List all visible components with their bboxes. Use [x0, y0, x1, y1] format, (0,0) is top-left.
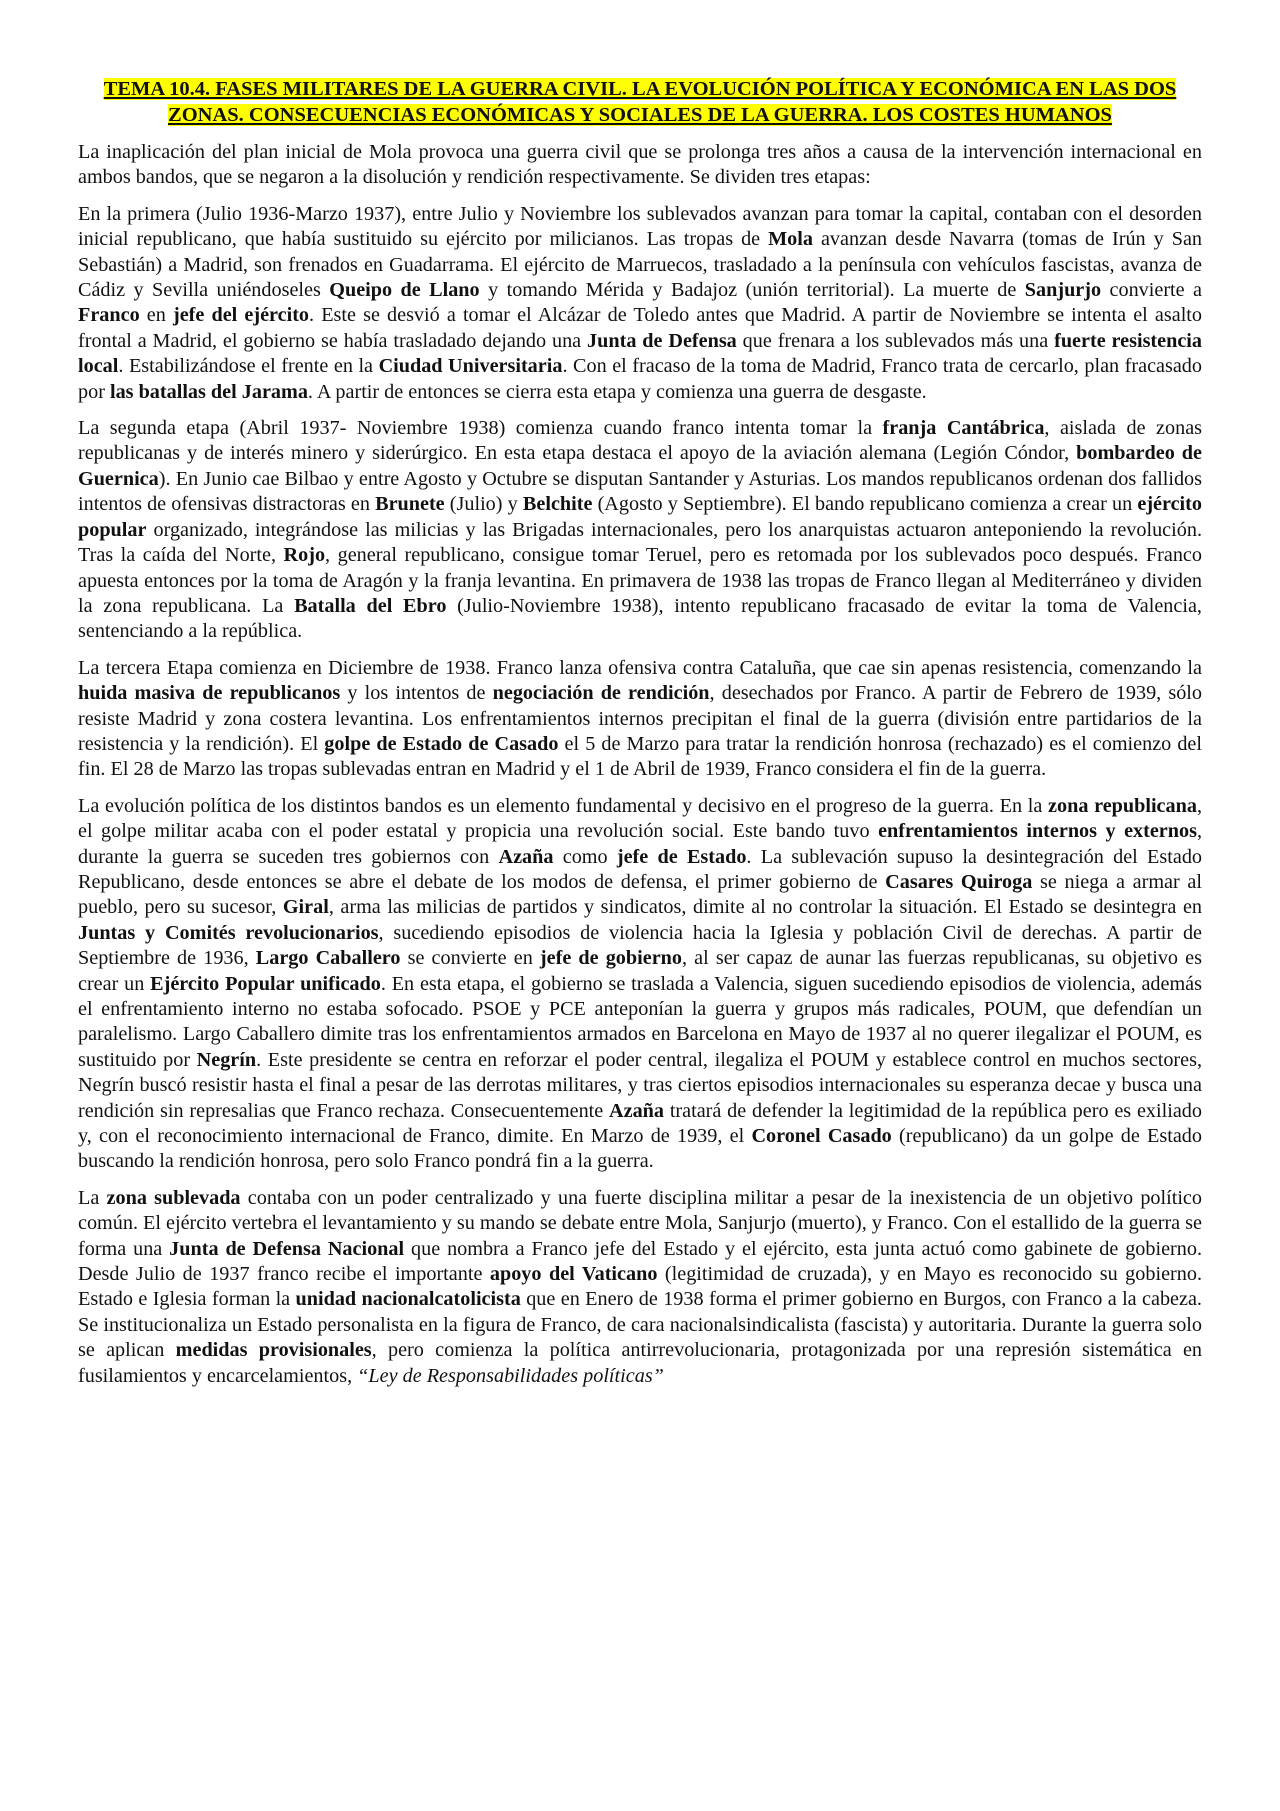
paragraph	[78, 140, 1202, 191]
text-run: como	[553, 845, 617, 868]
text-run: en	[139, 304, 173, 327]
text-run: La	[78, 1186, 107, 1209]
text-run: convierte a	[1101, 279, 1203, 302]
document-title-text: TEMA 10.4. FASES MILITARES DE LA GUERRA CIVIL. LA EVOLUCIÓN POLÍTICA Y ECONÓMICA EN LAS DOS ZONAS. CONSECUENCIAS ECONÓMICAS Y SOCIALES DE LA GUERRA. LOS COSTES HUMANOS	[103, 78, 1177, 126]
text-run: , el golpe militar acaba con el poder estatal y propicia una revolución social. Este bando tuvo	[78, 794, 1202, 843]
text-run: . Este presidente se centra en reforzar el poder central, ilegaliza el POUM y establece control en muchos sectores, Negrín buscó resistir hasta el final a pesar de las derrotas militares, y tras ciertos episodios internacionales su esperanza decae y busca una rendición sin represalias que Franco rechaza. Consecuentemente	[78, 1048, 1202, 1122]
text-run: . Este se desvió a tomar el Alcázar de Toledo antes que Madrid. A partir de Noviembre se intenta el asalto frontal a Madrid, el gobierno se había trasladado dejando una	[78, 304, 1203, 352]
bold-term: huida masiva de republicanos	[78, 682, 341, 705]
bold-term: Largo Caballero	[255, 947, 401, 970]
text-run: , pero comienza la política antirrevolucionaria, protagonizada por una represión sistemática en fusilamientos y encarcelamientos,	[78, 1339, 1203, 1387]
text-run: se niega a armar al pueblo, pero su sucesor,	[78, 870, 1202, 919]
bold-term: Mola	[768, 228, 813, 251]
paragraph	[78, 1186, 1202, 1389]
text-run: tratará de defender la legitimidad de la república pero es exiliado y, con el reconocimiento internacional de Franco, dimite. En Marzo de 1939, el	[78, 1099, 1202, 1148]
text-run: , al ser capaz de aunar las fuerzas republicanas, su objetivo es crear un	[78, 947, 1202, 995]
paragraph	[78, 202, 1202, 405]
bold-term: Negrín	[196, 1048, 257, 1071]
document-title	[78, 76, 1202, 128]
text-run: ). En Junio cae Bilbao y entre Agosto y Octubre se disputan Santander y Asturias. Los mandos republicanos ordenan dos fallidos intentos de ofensivas distractoras en	[78, 467, 1202, 516]
text-run: , durante la guerra se suceden tres gobiernos con	[78, 820, 1202, 868]
document-page	[78, 76, 1202, 1400]
bold-term: Franco	[78, 304, 140, 327]
text-run: y los intentos de	[340, 682, 493, 705]
text-run: . Con el fracaso de la toma de Madrid, Franco trata de cercarlo, plan fracasado por	[78, 355, 1202, 403]
text-run: La inaplicación del plan inicial de Mola provoca una guerra civil que se prolonga tres años a causa de la intervención internacional en ambos bandos, que se negaron a la disolución y rendición respectivamente. Se dividen tres etapas:	[78, 141, 1202, 189]
bold-term: Junta de Defensa	[587, 329, 737, 352]
document-body	[78, 140, 1202, 1389]
text-run: La segunda etapa (Abril 1937- Noviembre 1938) comienza cuando franco intenta tomar la	[78, 417, 883, 440]
bold-term: Azaña	[498, 845, 554, 868]
bold-term: las batallas del Jarama	[109, 380, 308, 403]
text-run: . En esta etapa, el gobierno se traslada a Valencia, siguen sucediendo episodios de violencia, además el enfrentamiento interno no estaba sofocado. PSOE y PCE anteponían la guerra y grupos más radicales, POUM, que defendían un paralelismo. Largo Caballero dimite tras los enfrentamientos armados en Barcelona en Mayo de 1937 al no querer ilegalizar el POUM, es sustituido por	[78, 972, 1202, 1071]
paragraph	[78, 416, 1202, 645]
text-run: . A partir de entonces se cierra esta etapa y comienza una guerra de desgaste.	[307, 380, 927, 403]
bold-term: apoyo del Vaticano	[489, 1263, 658, 1286]
bold-term: Azaña	[609, 1099, 665, 1122]
bold-term: Queipo de Llano	[329, 279, 480, 302]
bold-term: Batalla del Ebro	[294, 594, 447, 617]
text-run: el 5 de Marzo para tratar la rendición honrosa (rechazado) es el comienzo del fin. El 28 de Marzo las tropas sublevadas entran en Madrid y el 1 de Abril de 1939, Franco considera el fin de la guerra.	[78, 732, 1203, 781]
bold-term: medidas provisionales	[175, 1339, 372, 1362]
bold-term: franja Cantábrica	[882, 417, 1045, 440]
bold-term: Junta de Defensa Nacional	[169, 1237, 405, 1260]
bold-term: jefe de gobierno	[539, 947, 682, 970]
text-run: , aislada de zonas republicanas y de interés minero y siderúrgico. En esta etapa destaca el apoyo de la aviación alemana (Legión Cóndor,	[78, 417, 1203, 465]
bold-term: ejército popular	[78, 493, 1202, 541]
bold-term: Sanjurjo	[1024, 279, 1102, 302]
bold-term: unidad nacionalcatolicista	[295, 1288, 521, 1311]
text-run: . Estabilizándose el frente en la	[118, 355, 379, 378]
bold-term: Giral	[282, 896, 329, 919]
text-run: (Agosto y Septiembre). El bando republicano comienza a crear un	[592, 493, 1138, 516]
bold-term: Brunete	[375, 493, 445, 516]
text-run: que en Enero de 1938 forma el primer gobierno en Burgos, con Franco a la cabeza. Se institucionaliza un Estado personalista en la figura de Franco, de cara nacionalsindicalista (fascista) y autoritaria. Durante la guerra solo se aplican	[78, 1288, 1202, 1362]
bold-term: jefe de Estado	[616, 845, 747, 868]
text-run: que nombra a Franco jefe del Estado y el ejército, esta junta actuó como gabinete de gobierno. Desde Julio de 1937 franco recibe el importante	[78, 1237, 1202, 1286]
bold-term: zona sublevada	[106, 1186, 241, 1209]
text-run: (Julio-Noviembre 1938), intento republicano fracasado de evitar la toma de Valencia, sentenciando a la república.	[78, 594, 1202, 643]
bold-term: Ciudad Universitaria	[378, 355, 563, 378]
text-run: La evolución política de los distintos bandos es un elemento fundamental y decisivo en el progreso de la guerra. En la	[78, 794, 1049, 817]
text-run: , sucediendo episodios de violencia hacia la Iglesia y población Civil de derechas. A partir de Septiembre de 1936,	[78, 921, 1202, 970]
bold-term: Juntas y Comités revolucionarios	[78, 921, 379, 944]
text-run: , general republicano, consigue tomar Teruel, pero es retomada por los sublevados poco después. Franco apuesta entonces por la toma de Aragón y la franja levantina. En primavera de 1938 las tropas de Franco llegan al Mediterráneo y dividen la zona republicana. La	[78, 544, 1202, 617]
bold-term: golpe de Estado de Casado	[324, 732, 559, 755]
bold-term: zona republicana	[1048, 794, 1197, 817]
bold-term: bombardeo de Guernica	[78, 442, 1202, 490]
text-run: y tomando Mérida y Badajoz (unión territorial). La muerte de	[479, 279, 1025, 302]
bold-term: Belchite	[522, 493, 593, 516]
text-run: (republicano) da un golpe de Estado buscando la rendición honrosa, pero solo Franco pondrá fin a la guerra.	[78, 1125, 1202, 1173]
text-run: En la primera (Julio 1936-Marzo 1937), entre Julio y Noviembre los sublevados avanzan para tomar la capital, contaban con el desorden inicial republicano, que había sustituido su ejército por milicianos. Las tropas de	[78, 202, 1202, 251]
bold-term: jefe del ejército	[172, 304, 310, 327]
text-run: . La sublevación supuso la desintegración del Estado Republicano, desde entonces se abre el debate de los modos de defensa, el primer gobierno de	[78, 845, 1203, 893]
text-run: se convierte en	[400, 947, 540, 970]
text-run: avanzan desde Navarra (tomas de Irún y San Sebastián) a Madrid, son frenados en Guadarrama. El ejército de Marruecos, trasladado a la península con vehículos fascistas, avanza de Cádiz y Sevilla uniéndoseles	[78, 228, 1202, 302]
bold-term: negociación de rendición	[492, 682, 710, 705]
text-run: La tercera Etapa comienza en Diciembre de 1938. Franco lanza ofensiva contra Cataluña, que cae sin apenas resistencia, comenzando la	[78, 656, 1202, 679]
paragraph	[78, 656, 1202, 783]
text-run: , arma las milicias de partidos y sindicatos, dimite al no controlar la situación. El Estado se desintegra en	[328, 896, 1202, 919]
paragraph	[78, 794, 1202, 1175]
bold-term: Casares Quiroga	[885, 870, 1033, 893]
text-run: (Julio) y	[444, 493, 523, 516]
bold-term: Ejército Popular unificado	[150, 972, 381, 995]
bold-term: enfrentamientos internos y externos	[878, 820, 1197, 843]
text-run: , desechados por Franco. A partir de Febrero de 1939, sólo resiste Madrid y zona costera levantina. Los enfrentamientos internos precipitan el final de la guerra (división entre partidarios de la resistencia y la rendición). El	[78, 682, 1203, 755]
text-run: que frenara a los sublevados más una	[736, 329, 1055, 352]
text-run: contaba con un poder centralizado y una fuerte disciplina militar a pesar de la inexistencia de un objetivo político común. El ejército vertebra el levantamiento y su mando se debate entre Mola, Sanjurjo (muerto), y Franco. Con el estallido de la guerra se forma una	[78, 1186, 1202, 1260]
bold-term: Rojo	[283, 544, 326, 567]
italic-term: “Ley de Responsabilidades políticas”	[357, 1364, 664, 1387]
text-run: organizado, integrándose las milicias y las Brigadas internacionales, pero los anarquistas actuaron anteponiendo la revolución. Tras la caída del Norte,	[78, 518, 1202, 567]
text-run: (legitimidad de cruzada), y en Mayo es reconocido su gobierno. Estado e Iglesia forman la	[78, 1263, 1202, 1311]
bold-term: fuerte resistencia local	[78, 329, 1203, 378]
bold-term: Coronel Casado	[751, 1125, 892, 1148]
